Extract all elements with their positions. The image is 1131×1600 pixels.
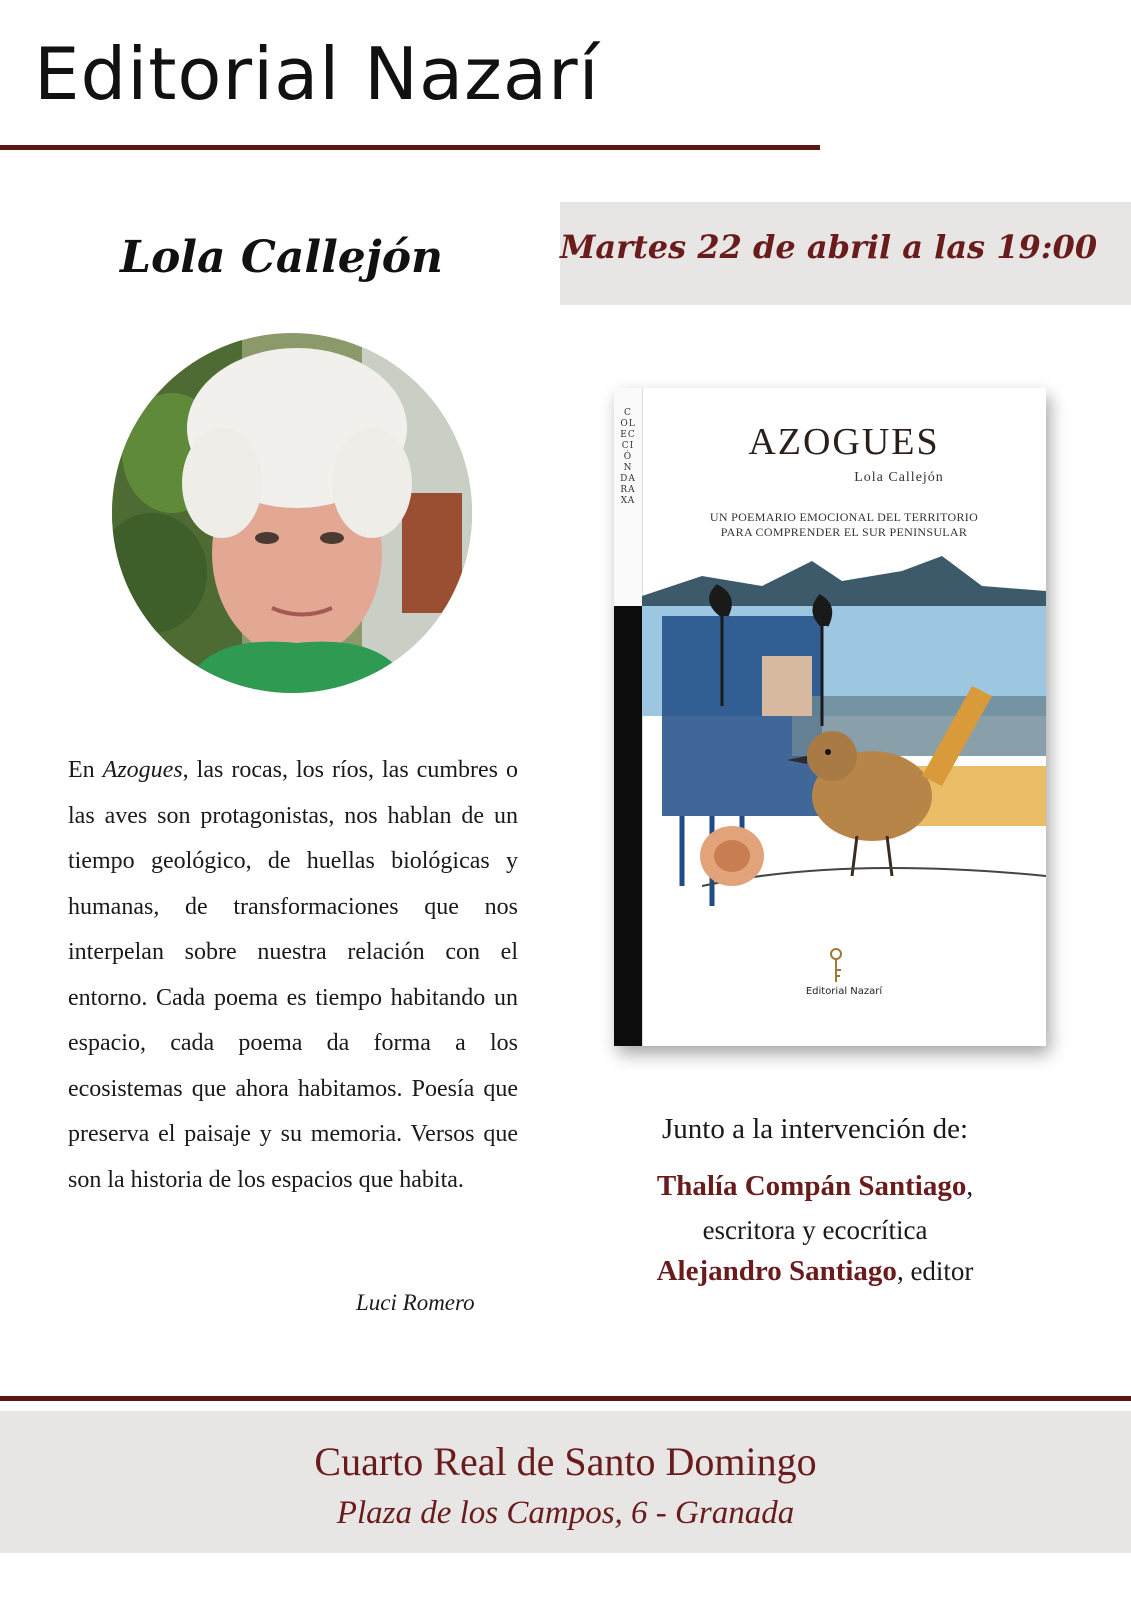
description-book-title: Azogues bbox=[102, 757, 183, 783]
key-logo-icon bbox=[828, 948, 844, 984]
book-subtitle bbox=[654, 510, 1034, 540]
venue-panel bbox=[0, 1411, 1131, 1553]
book-title: AZOGUES bbox=[748, 421, 940, 463]
author-name: Lola Callejón bbox=[120, 232, 444, 283]
event-date-panel bbox=[560, 202, 1131, 305]
header-divider bbox=[0, 145, 820, 150]
book-cover-illustration bbox=[642, 556, 1046, 956]
description-signature: Luci Romero bbox=[356, 1290, 475, 1315]
guest-2 bbox=[570, 1255, 1060, 1288]
intervention-lead: Junto a la intervención de: bbox=[661, 1113, 968, 1145]
description-prefix: En bbox=[68, 757, 103, 783]
book-spine bbox=[614, 388, 643, 1046]
book-subtitle-line1: UN POEMARIO EMOCIONAL DEL TERRITORIO bbox=[709, 510, 979, 524]
venue-address: Plaza de los Campos, 6 - Granada bbox=[336, 1495, 795, 1531]
event-date: Martes 22 de abril a las 19:00 bbox=[560, 228, 1098, 266]
book-cover bbox=[614, 388, 1046, 1046]
book-subtitle-line2: PARA COMPRENDER EL SUR PENINSULAR bbox=[720, 525, 968, 539]
venue-name: Cuarto Real de Santo Domingo bbox=[314, 1439, 817, 1484]
footer-divider bbox=[0, 1396, 1131, 1401]
guest-1 bbox=[570, 1170, 1060, 1203]
author-photo bbox=[112, 333, 472, 693]
description-body: , las rocas, los ríos, las cumbres o las aves son protagonistas, nos hablan de un tiempo geológico, de huellas biológicas y humanas, de transformaciones que nos interpelan sobre nuestra relación con el entorno. Cada poema es tiempo habitando un espacio, cada poema da forma a los ecosistemas que ahora habitamos. Poesía que preserva el paisaje y su memoria. Versos que son la historia de los espacios que habita. bbox=[68, 757, 518, 1193]
guest-1-name: Thalía Compán Santiago bbox=[656, 1170, 967, 1202]
book-author: Lola Callejón bbox=[854, 470, 944, 485]
spine-label: COLECCIÓN DARAXA bbox=[620, 408, 636, 506]
book-publisher: Editorial Nazarí bbox=[805, 986, 883, 997]
book-description bbox=[68, 748, 518, 1203]
guest-1-suffix: , bbox=[966, 1171, 974, 1201]
publisher-logo: Editorial Nazarí bbox=[34, 32, 600, 116]
guest-2-suffix: , editor bbox=[896, 1256, 974, 1286]
guest-2-name: Alejandro Santiago bbox=[656, 1255, 897, 1287]
spine-band bbox=[614, 606, 642, 1046]
guest-1-role: escritora y ecocrítica bbox=[702, 1215, 928, 1245]
